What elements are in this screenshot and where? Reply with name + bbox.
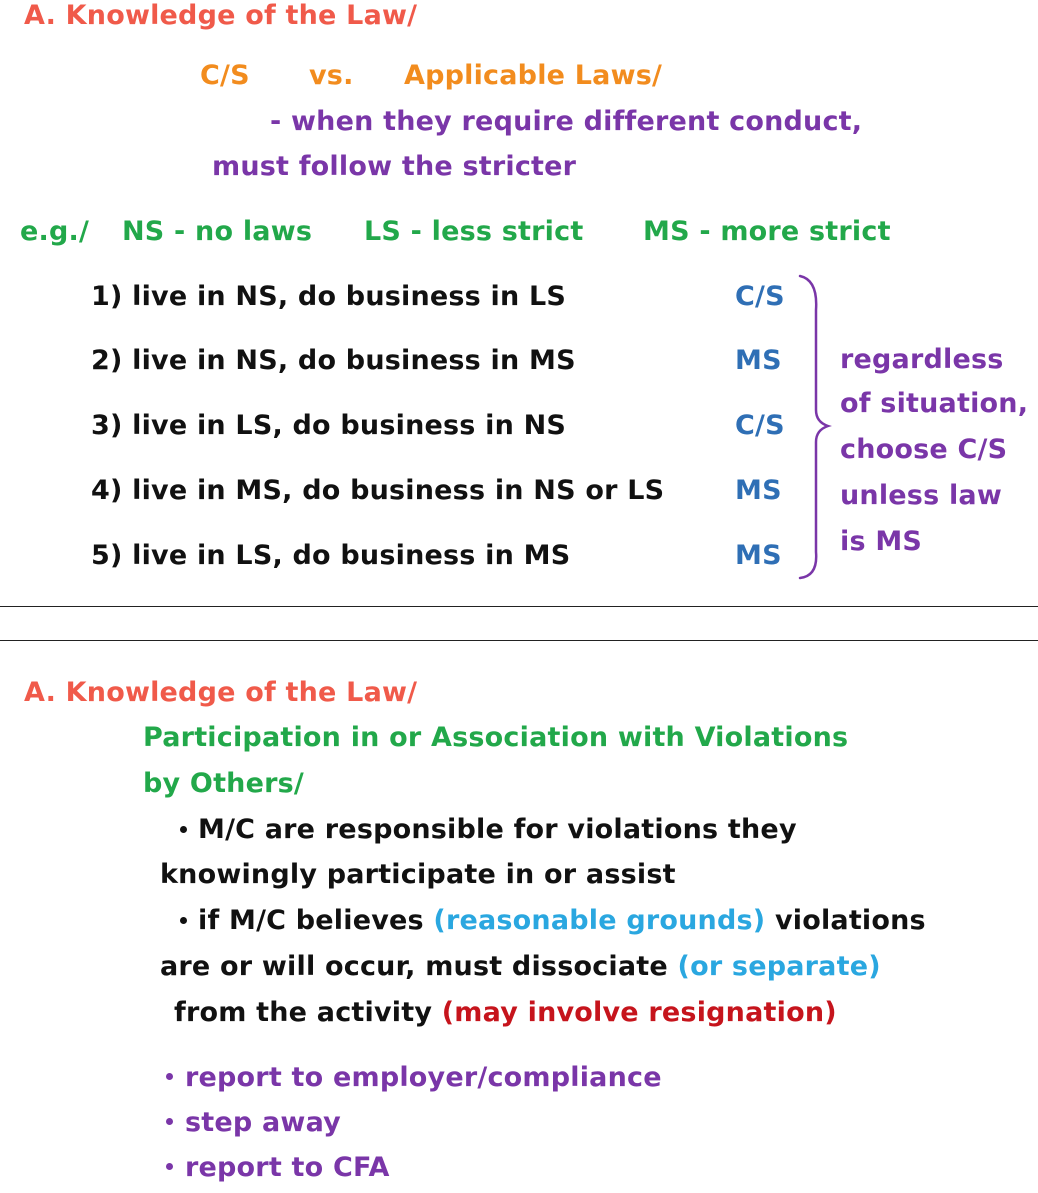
point-2-aside-resignation: (may involve resignation) (441, 997, 837, 1028)
eg-label: e.g./ (20, 216, 90, 247)
note-line-5: is MS (840, 526, 923, 557)
point-2-text-a: if M/C believes (198, 905, 424, 936)
cs-label: C/S (200, 60, 250, 91)
ms-definition: MS - more strict (643, 216, 891, 247)
point-2-aside-reasonable: (reasonable grounds) (433, 905, 766, 936)
bottom-heading: A. Knowledge of the Law/ (24, 677, 418, 708)
bullet-point-2-icon (180, 917, 187, 924)
point-1-line-1: M/C are responsible for violations they (198, 814, 797, 845)
action-item-2: step away (185, 1107, 341, 1138)
action-1-bullet-icon (166, 1073, 173, 1080)
top-heading: A. Knowledge of the Law/ (24, 0, 418, 31)
note-line-3: choose C/S (840, 434, 1008, 465)
bullet-point-1-icon (180, 826, 187, 833)
case-3-text: 3) live in LS, do business in NS (91, 410, 567, 441)
case-2-text: 2) live in NS, do business in MS (91, 345, 576, 376)
action-2-bullet-icon (166, 1118, 173, 1125)
divider-top (0, 606, 1038, 607)
subheading-line-1: Participation in or Association with Violations (143, 722, 849, 753)
note-line-4: unless law (840, 480, 1002, 511)
case-3-answer: C/S (735, 410, 785, 441)
action-item-1: report to employer/compliance (185, 1062, 662, 1093)
case-4-text: 4) live in MS, do business in NS or LS (91, 475, 665, 506)
subheading-line-2: by Others/ (143, 768, 304, 799)
action-item-3: report to CFA (185, 1152, 390, 1183)
case-5-text: 5) live in LS, do business in MS (91, 540, 571, 571)
rule-line-1: - when they require different conduct, (270, 106, 863, 137)
point-2-aside-separate: (or separate) (677, 951, 881, 982)
ns-definition: NS - no laws (122, 216, 313, 247)
point-2-line-1 (198, 907, 926, 934)
ls-definition: LS - less strict (364, 216, 584, 247)
point-2-text-d: from the activity (174, 997, 433, 1028)
point-1-line-2: knowingly participate in or assist (160, 859, 676, 890)
divider-bottom (0, 640, 1038, 641)
point-2-text-c: are or will occur, must dissociate (160, 951, 668, 982)
case-5-answer: MS (735, 540, 782, 571)
curly-brace-icon (792, 270, 836, 582)
applicable-laws-label: Applicable Laws/ (404, 60, 663, 91)
case-2-answer: MS (735, 345, 782, 376)
point-2-line-3 (174, 999, 837, 1026)
point-2-line-2 (160, 953, 881, 980)
rule-line-2: must follow the stricter (212, 151, 577, 182)
note-line-2: of situation, (840, 388, 1029, 419)
case-4-answer: MS (735, 475, 782, 506)
case-1-answer: C/S (735, 281, 785, 312)
case-1-text: 1) live in NS, do business in LS (91, 281, 567, 312)
point-2-text-b: violations (774, 905, 926, 936)
vs-label: vs. (309, 60, 354, 91)
action-3-bullet-icon (166, 1163, 173, 1170)
note-line-1: regardless (840, 344, 1004, 375)
